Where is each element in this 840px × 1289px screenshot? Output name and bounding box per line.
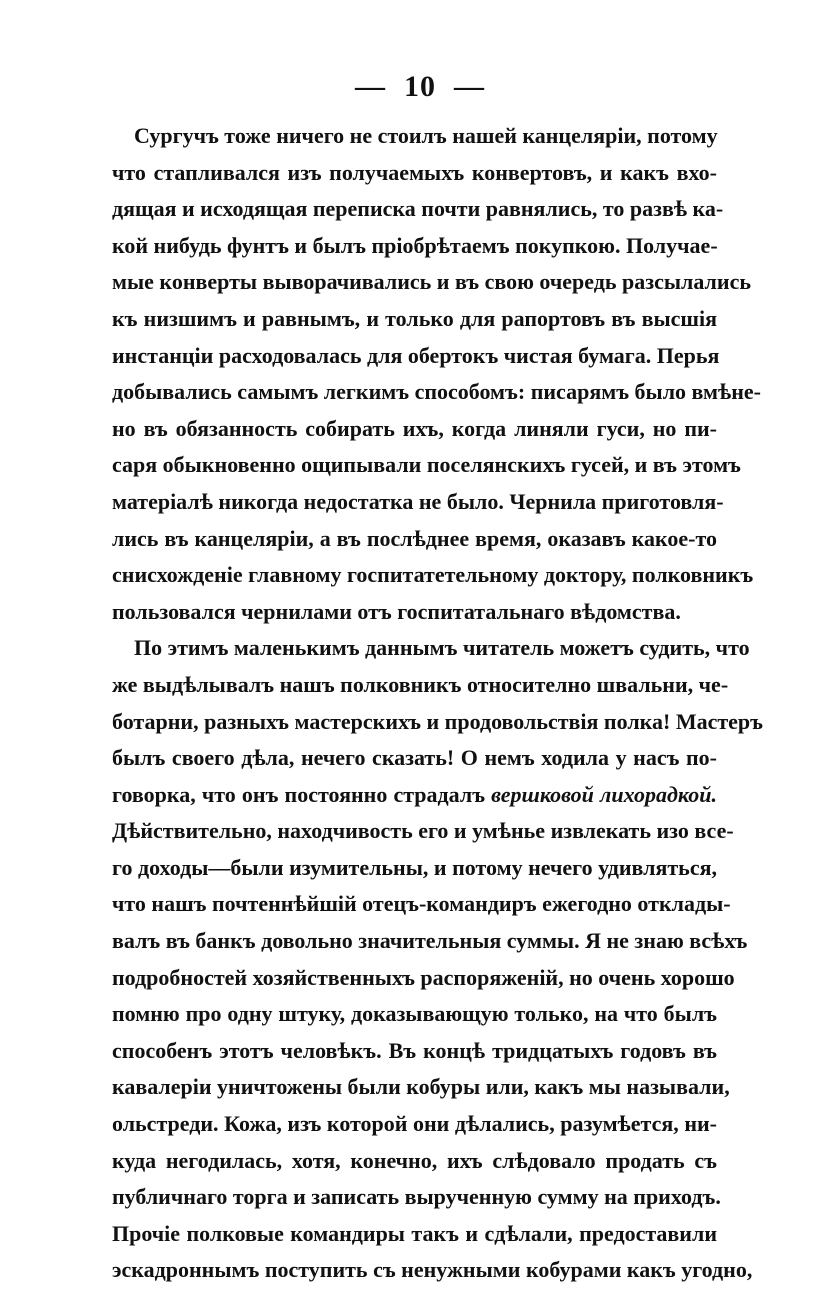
page-number: 10 [404,70,436,103]
text-line: дящая и исходящая переписка почти равнялись, то развѣ ка- [112,196,724,222]
body-text [112,118,763,1289]
text-line: снисхожденіе главному госпитатетельному доктору, полковникъ [112,562,754,588]
text-line: подробностей хозяйственныхъ распоряженій, но очень хорошо [112,964,735,990]
text-line: валъ въ банкъ довольно значительныя суммы. Я не знаю всѣхъ [112,928,748,954]
text-line: но въ обязанность собирать ихъ, когда линяли гуси, но пи- [112,415,717,441]
left-dash: — [355,70,386,103]
text-line: мые конверты выворачивались и въ свою очередь разсылались [112,269,751,295]
page-header [0,70,840,104]
text-line: матеріалѣ никогда недостатка не было. Чернила приготовля- [112,488,724,514]
text-line: Прочіе полковые командиры такъ и сдѣлали, предоставили [112,1220,717,1246]
text-line: куда негодилась, хотя, конечно, ихъ слѣдовало продать съ [112,1147,717,1173]
text-line: пользовался чернилами отъ госпитатальнаго вѣдомства. [112,598,681,624]
text-line: помню про одну штуку, доказывающую только, на что былъ [112,1001,717,1027]
text-segment: говорка, что онъ постоянно страдалъ [112,781,486,807]
text-line: ботарни, разныхъ мастерскихъ и продовольствія полка! Мастеръ [112,708,763,734]
text-line-with-italic [112,777,717,814]
text-line: кавалеріи уничтожены были кобуры или, какъ мы называли, [112,1074,730,1100]
text-line: эскадроннымъ поступить съ ненужными кобурами какъ угодно, [112,1257,753,1283]
italic-phrase: вершковой лихорадкой. [491,781,717,807]
text-line: къ низшимъ и равнымъ, и только для рапортовъ въ высшія [112,305,717,331]
text-line: По этимъ маленькимъ даннымъ читатель можетъ судить, что [134,635,750,661]
paragraph-1 [112,118,762,630]
text-line: инстанціи расходовалась для обертокъ чистая бумага. Перья [112,342,720,368]
text-line: го доходы—были изумительны, и потому нечего удивляться, [112,854,717,880]
paragraph-2 [112,630,763,1289]
text-line: же выдѣлывалъ нашъ полковникъ относително швальни, че- [112,671,729,697]
text-line: Дѣйствительно, находчивость его и умѣнье извлекать изо все- [112,818,734,844]
right-dash: — [454,70,485,103]
text-line: что нашъ почтеннѣйшій отецъ-командиръ ежегодно отклады- [112,891,731,917]
text-line: способенъ этотъ человѣкъ. Въ концѣ тридцатыхъ годовъ въ [112,1037,717,1063]
text-line: саря обыкновенно ощипывали поселянскихъ гусей, и въ этомъ [112,452,741,478]
text-line: что стапливался изъ получаемыхъ конвертовъ, и какъ вхо- [112,159,717,185]
text-line: лись въ канцеляріи, а въ послѣднее время, оказавъ какое-то [112,525,717,551]
text-line: Сургучъ тоже ничего не стоилъ нашей канцеляріи, потому [134,123,718,148]
text-line: добывались самымъ легкимъ способомъ: писарямъ было вмѣне- [112,379,762,405]
text-line: публичнаго торга и записать вырученную сумму на приходъ. [112,1184,721,1210]
text-line: кой нибудь фунтъ и былъ пріобрѣтаемъ покупкою. Получае- [112,232,718,258]
text-line: ольстреди. Кожа, изъ которой они дѣлались, разумѣется, ни- [112,1111,717,1137]
text-line: былъ своего дѣла, нечего сказать! О немъ ходила у насъ по- [112,745,717,771]
